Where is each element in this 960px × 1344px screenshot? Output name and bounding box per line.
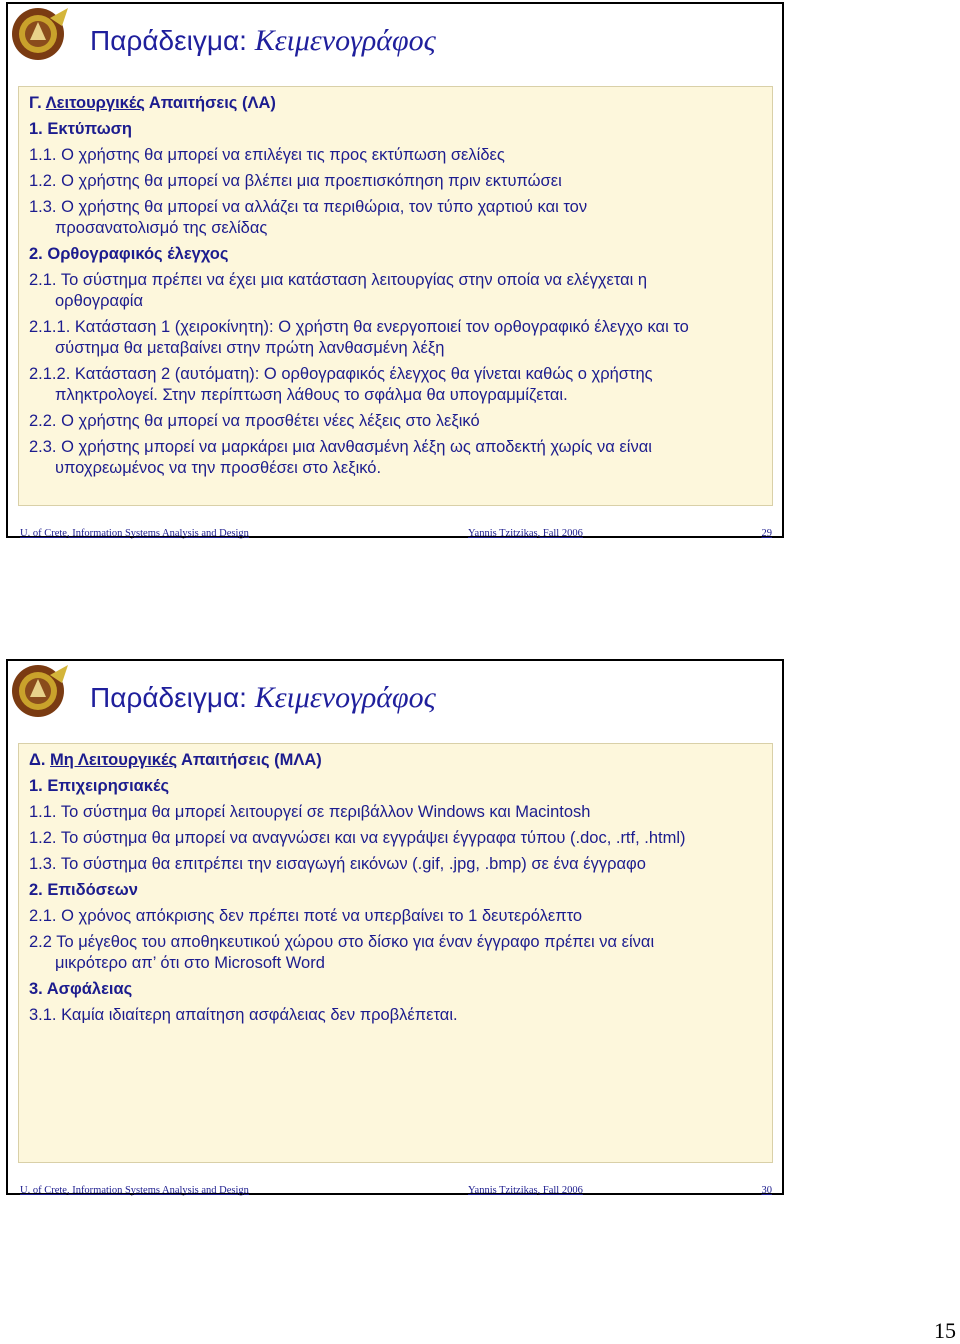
requirement-line	[29, 932, 762, 974]
content-box	[18, 86, 773, 506]
requirement-text: Το σύστημα πρέπει να έχει μια κατάσταση λειτουργίας στην οποία να ελέγχεται η	[60, 271, 648, 289]
title-prefix: Παράδειγμα:	[90, 25, 255, 56]
requirement-number: 2.1.	[29, 907, 57, 925]
requirement-number: 1.2.	[29, 829, 57, 847]
section-heading	[29, 750, 762, 771]
footer-course: U. of Crete, Information Systems Analysis and Design	[20, 1185, 249, 1196]
requirement-text: Το μέγεθος του αποθηκευτικού χώρου στο δίσκο για έναν έγγραφο πρέπει να είναι	[56, 933, 655, 951]
requirement-text: Κατάσταση 1 (χειροκίνητη): Ο χρήστη θα ενεργοποιεί τον ορθογραφικό έλεγχο και το	[74, 318, 689, 336]
requirement-text: Ασφάλειας	[46, 980, 133, 998]
slide-title	[90, 24, 436, 58]
heading-rest: Απαιτήσεις (ΛΑ)	[144, 94, 276, 112]
requirement-text: Ο χρήστης θα μπορεί να αλλάζει τα περιθώρια, τον τύπο χαρτιού και τον	[61, 198, 588, 216]
requirement-number: 3.	[29, 980, 43, 998]
heading-rest: Απαιτήσεις (ΜΛΑ)	[177, 751, 322, 769]
heading-underlined: Μη Λειτουργικές	[50, 751, 178, 769]
requirement-line	[29, 411, 762, 432]
university-seal-logo	[10, 6, 70, 62]
requirement-text: Επιχειρησιακές	[47, 777, 170, 795]
slide-footer	[20, 1185, 774, 1195]
requirement-continuation: ορθογραφία	[55, 292, 143, 310]
requirement-text: Ορθογραφικός έλεγχος	[47, 245, 229, 263]
requirement-continuation: υποχρεωμένος να την προσθέσει στο λεξικό.	[55, 459, 382, 477]
heading-underlined: Λειτουργικές	[45, 94, 145, 112]
page-number: 15	[934, 1318, 956, 1343]
requirement-continuation: προσανατολισμό της σελίδας	[55, 219, 268, 237]
requirement-text: Το σύστημα θα επιτρέπει την εισαγωγή εικόνων (.gif, .jpg, .bmp) σε ένα έγγραφο	[60, 855, 646, 873]
requirement-text: Το σύστημα θα μπορεί λειτουργεί σε περιβάλλον Windows και Macintosh	[60, 803, 591, 821]
requirement-number: 1.3.	[29, 198, 57, 216]
requirement-line	[29, 145, 762, 166]
footer-author: Yannis Tzitzikas, Fall 2006	[468, 528, 583, 539]
requirement-continuation: μικρότερο απ’ ότι στο Microsoft Word	[55, 954, 325, 972]
requirement-text: Ο χρόνος απόκρισης δεν πρέπει ποτέ να υπερβαίνει το 1 δευτερόλεπτο	[61, 907, 583, 925]
requirement-line	[29, 828, 762, 849]
requirement-text: Καμία ιδιαίτερη απαίτηση ασφάλειας δεν προβλέπεται.	[61, 1006, 458, 1024]
requirement-text: Εκτύπωση	[47, 120, 133, 138]
requirement-text: Ο χρήστης μπορεί να μαρκάρει μια λανθασμένη λέξη ως αποδεκτή χωρίς να είναι	[61, 438, 652, 456]
slide-30	[6, 659, 784, 1195]
requirement-line	[29, 906, 762, 927]
section-heading	[29, 93, 762, 114]
requirement-number: 2.	[29, 881, 43, 899]
requirement-line	[29, 802, 762, 823]
requirement-number: 1.1.	[29, 803, 57, 821]
requirement-line	[29, 854, 762, 875]
requirement-number: 2.	[29, 245, 43, 263]
requirement-number: 2.1.	[29, 271, 57, 289]
requirement-line	[29, 270, 762, 312]
slide-footer	[20, 528, 774, 538]
requirement-number: 1.2.	[29, 172, 57, 190]
requirement-number: 2.2.	[29, 412, 57, 430]
requirement-number: 3.1.	[29, 1006, 57, 1024]
slide-title	[90, 681, 436, 715]
footer-author: Yannis Tzitzikas, Fall 2006	[468, 1185, 583, 1196]
slide-29	[6, 2, 784, 538]
requirement-number: 1.1.	[29, 146, 57, 164]
requirement-text: Ο χρήστης θα μπορεί να προσθέτει νέες λέξεις στο λεξικό	[61, 412, 480, 430]
title-italic: Κειμενογράφος	[254, 681, 436, 714]
requirement-line	[29, 437, 762, 479]
university-seal-logo	[10, 663, 70, 719]
footer-slide-number: 30	[761, 1185, 772, 1196]
requirement-text: Ο χρήστης θα μπορεί να επιλέγει τις προς εκτύπωση σελίδες	[61, 146, 505, 164]
requirement-number: 2.1.1.	[29, 318, 71, 336]
requirement-number: 2.1.2.	[29, 365, 71, 383]
requirement-number: 1.3.	[29, 855, 57, 873]
requirement-number: 2.2	[29, 933, 52, 951]
requirement-line	[29, 317, 762, 359]
requirement-number: 1.	[29, 120, 43, 138]
title-italic: Κειμενογράφος	[254, 24, 436, 57]
footer-slide-number: 29	[761, 528, 772, 539]
requirement-line	[29, 119, 762, 140]
footer-course: U. of Crete, Information Systems Analysis and Design	[20, 528, 249, 539]
requirement-line	[29, 244, 762, 265]
requirement-line	[29, 197, 762, 239]
heading-prefix: Δ.	[29, 751, 51, 769]
requirement-number: 2.3.	[29, 438, 57, 456]
requirement-line	[29, 979, 762, 1000]
requirement-text: Επιδόσεων	[47, 881, 138, 899]
requirement-line	[29, 171, 762, 192]
content-box	[18, 743, 773, 1163]
requirement-number: 1.	[29, 777, 43, 795]
requirement-continuation: πληκτρολογεί. Στην περίπτωση λάθους το σφάλμα θα υπογραμμίζεται.	[55, 386, 568, 404]
requirement-line	[29, 364, 762, 406]
requirement-text: Κατάσταση 2 (αυτόματη): Ο ορθογραφικός έλεγχος θα γίνεται καθώς ο χρήστης	[74, 365, 653, 383]
requirement-continuation: σύστημα θα μεταβαίνει στην πρώτη λανθασμένη λέξη	[55, 339, 445, 357]
requirement-text: Το σύστημα θα μπορεί να αναγνώσει και να εγγράψει έγγραφα τύπου (.doc, .rtf, .html)	[60, 829, 686, 847]
requirement-line	[29, 880, 762, 901]
requirement-line	[29, 776, 762, 797]
heading-prefix: Γ.	[29, 94, 46, 112]
requirement-text: Ο χρήστης θα μπορεί να βλέπει μια προεπισκόπηση πριν εκτυπώσει	[61, 172, 562, 190]
requirement-line	[29, 1005, 762, 1026]
title-prefix: Παράδειγμα:	[90, 682, 255, 713]
